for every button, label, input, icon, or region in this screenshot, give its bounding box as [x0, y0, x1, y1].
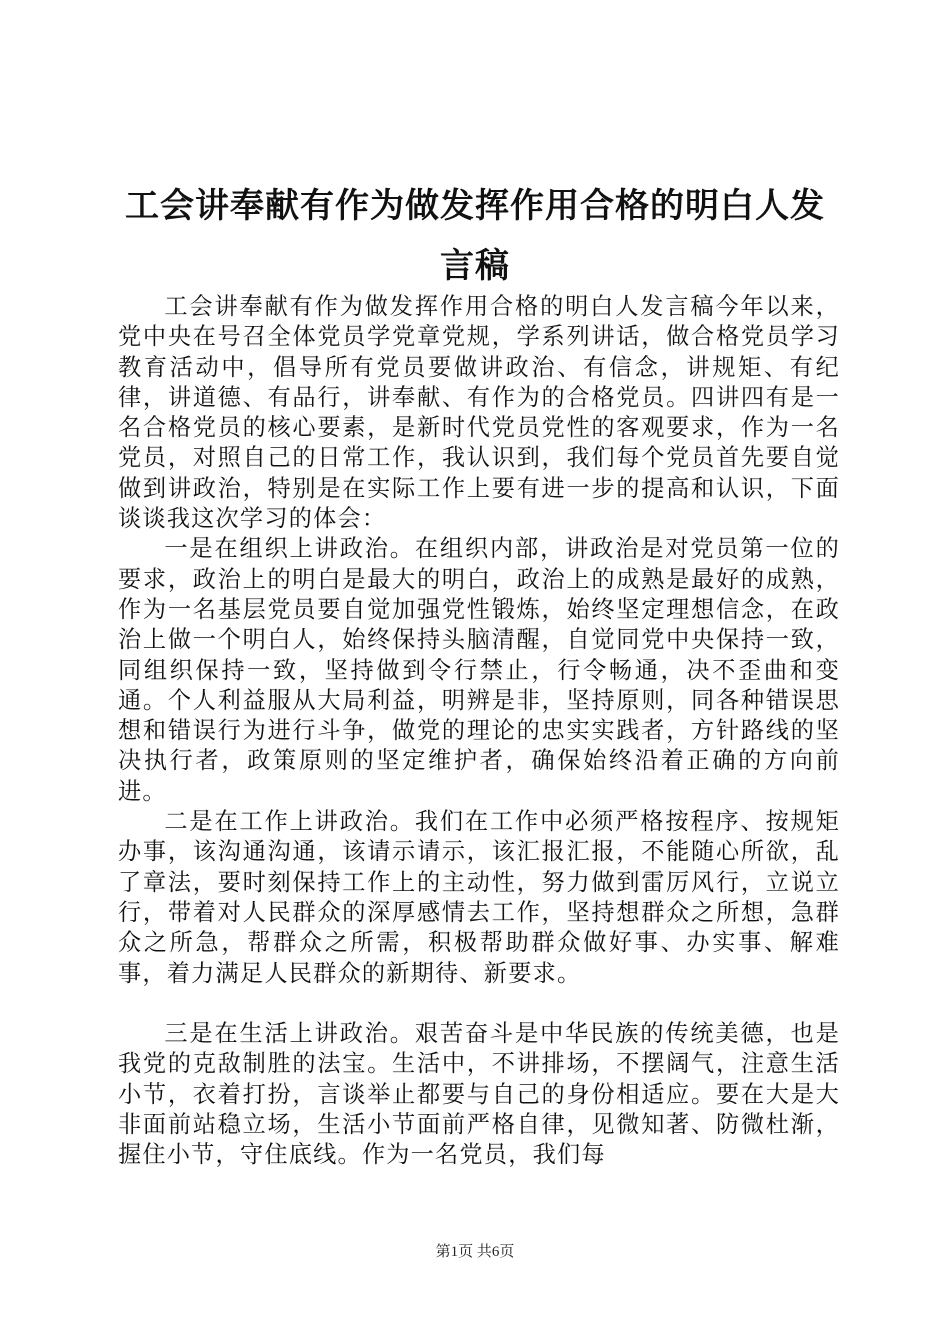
paragraph-life: 三是在生活上讲政治。艰苦奋斗是中华民族的传统美德，也是我党的克敌制胜的法宝。生活中，不讲排场，不摆阔气，注意生活小节，衣着打扮，言谈举止都要与自己的身份相适应。要在大是大非面前站稳立场，生活小节面前严格自律，见微知著、防微杜渐，握住小节，守住底线。作为一名党员，我们每 — [118, 1020, 840, 1169]
document-title: 工会讲奉献有作为做发挥作用合格的明白人发言稿 — [125, 186, 825, 286]
document-body — [118, 292, 840, 1171]
paragraph-work: 二是在工作上讲政治。我们在工作中必须严格按程序、按规矩办事，该沟通沟通，该请示请示，该汇报汇报，不能随心所欲，乱了章法，要时刻保持工作上的主动性，努力做到雷厉风行，立说立行，带着对人民群众的深厚感情去工作，坚持想群众之所想，急群众之所急，帮群众之所需，积极帮助群众做好事、办实事、解难事，着力满足人民群众的新期待、新要求。 — [118, 808, 840, 987]
paragraph-intro: 工会讲奉献有作为做发挥作用合格的明白人发言稿今年以来，党中央在号召全体党员学党章党规，学系列讲话，做合格党员学习教育活动中，倡导所有党员要做讲政治、有信念，讲规矩、有纪律，讲道德、有品行，讲奉献、有作为的合格党员。四讲四有是一名合格党员的核心要素，是新时代党员党性的客观要求，作为一名党员，对照自己的日常工作，我认识到，我们每个党员首先要自觉做到讲政治，特别是在实际工作上要有进一步的提高和认识，下面谈谈我这次学习的体会： — [118, 293, 840, 533]
paragraph-organization: 一是在组织上讲政治。在组织内部，讲政治是对党员第一位的要求，政治上的明白是最大的明白，政治上的成熟是最好的成熟，作为一名基层党员要自觉加强党性锻炼，始终坚定理想信念，在政治上做一个明白人，始终保持头脑清醒，自觉同党中央保持一致，同组织保持一致，坚持做到令行禁止，行令畅通，决不歪曲和变通。个人利益服从大局利益，明辨是非，坚持原则，同各种错误思想和错误行为进行斗争，做党的理论的忠实实践者，方针路线的坚决执行者，政策原则的坚定维护者，确保始终沿着正确的方向前进。 — [118, 535, 840, 805]
page-number-footer: 第1页 共6页 — [435, 1244, 515, 1260]
